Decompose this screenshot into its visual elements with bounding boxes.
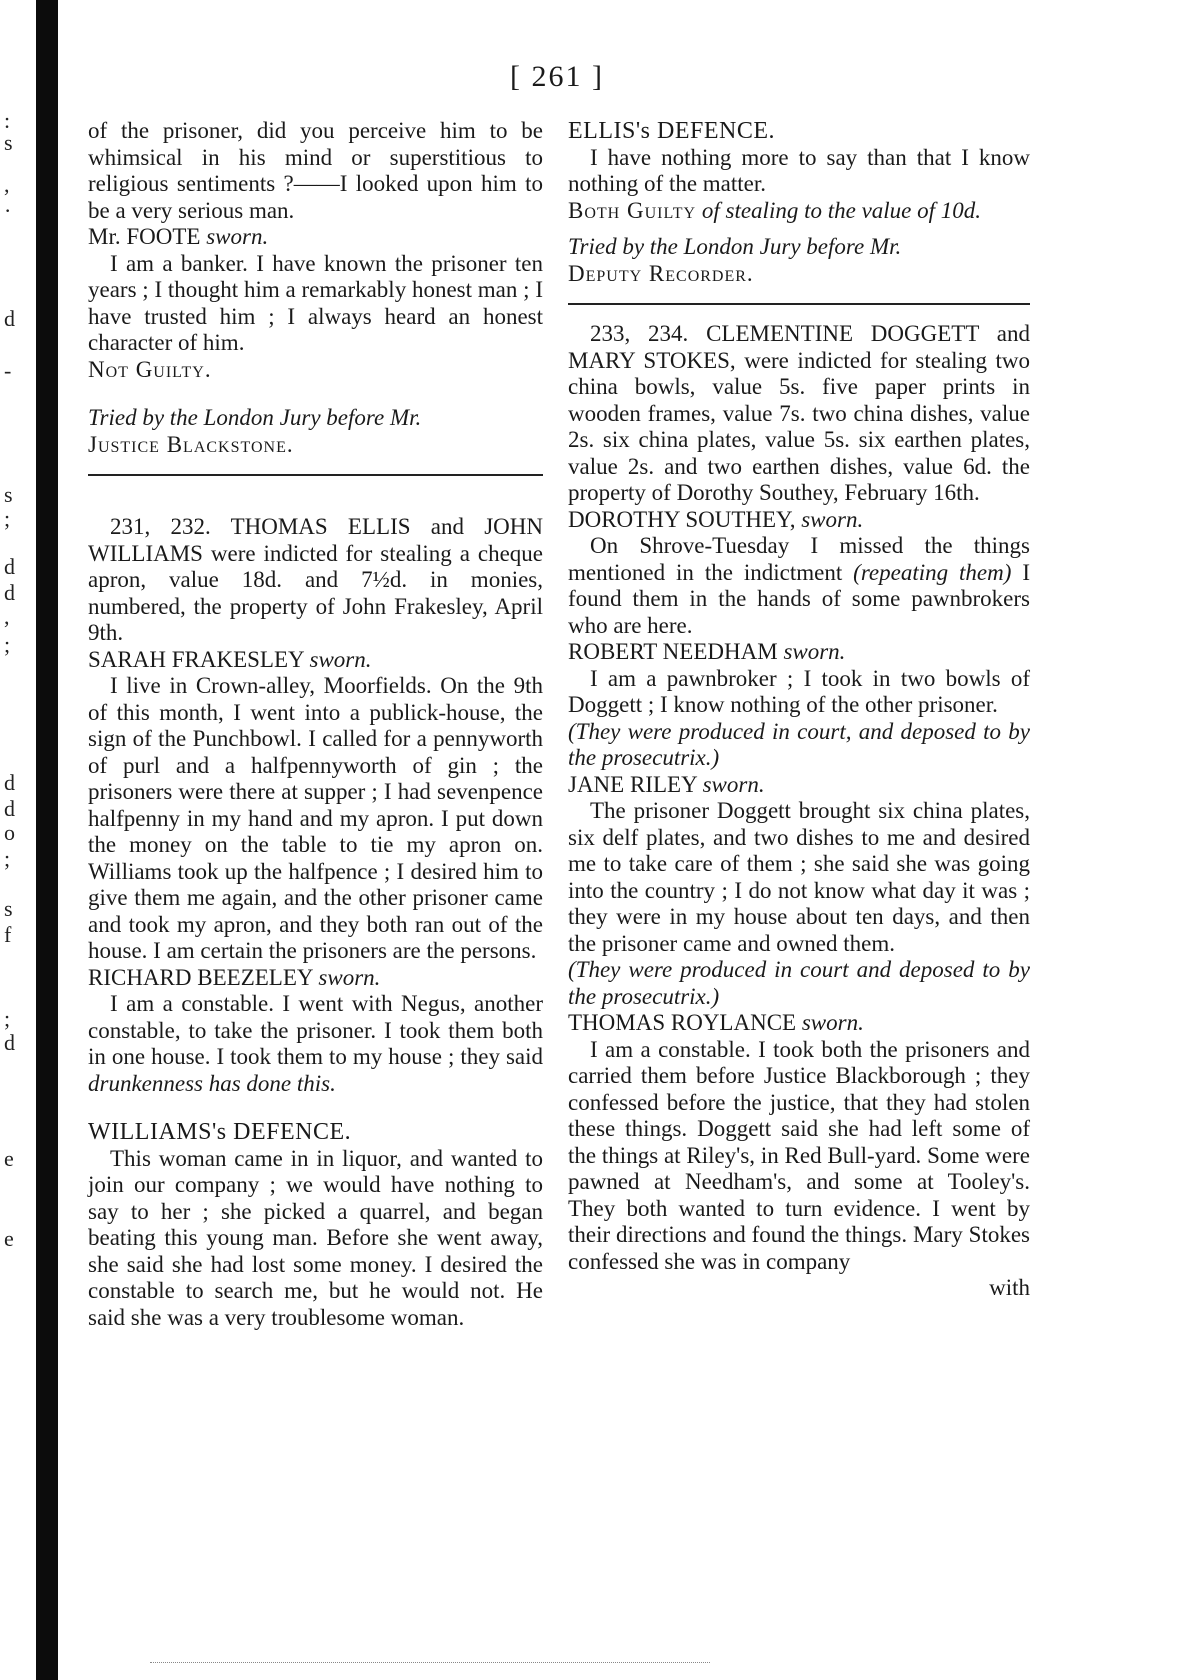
witness-heading [88, 224, 543, 251]
section-divider [88, 474, 543, 476]
testimony-text: I found them in the hands of some pawnbrokers who are here. [568, 559, 1031, 638]
court-note: (They were produced in court, and deposed to by the prosecutrix.) [568, 718, 1030, 770]
witness-name: RICHARD BEEZELEY [88, 964, 313, 990]
aside: (repeating them) [853, 559, 1012, 585]
binding-spine [36, 0, 58, 1680]
witness-testimony: I am a pawnbroker ; I took in two bowls of Doggett ; I know nothing of the other prisoner. [568, 665, 1030, 717]
witness-testimony: The prisoner Doggett brought six china plates, six delf plates, and two dishes to me and desired me to take care of them ; she said she was going into the country ; I do not know what day it was ; they were in my house about ten days, and then the prisoner came and owned them. [568, 798, 1030, 956]
quoted-remark: drunkenness has done this. [88, 1070, 336, 1096]
verdict-label: Both Guilty [568, 197, 697, 223]
margin-glyph: f [4, 922, 12, 947]
testimony-continuation: of the prisoner, did you perceive him to be whimsical in his mind or superstitious to religious sentiments ?——I looked upon him to be a very serious man. [88, 118, 543, 223]
sworn-label: sworn. [783, 639, 846, 664]
witness-name: THOMAS ROYLANCE [568, 1010, 797, 1035]
margin-glyph: d [4, 554, 15, 579]
trial-note: Tried by the London Jury before Mr. [568, 234, 902, 259]
testimony-text: On Shrove-Tuesday I missed the things mentioned in the indictment [568, 533, 1030, 585]
sworn-label: sworn. [206, 224, 269, 249]
catchword: with [989, 1275, 1030, 1300]
right-column [568, 118, 1030, 1302]
trial-judge: Deputy Recorder. [568, 260, 754, 286]
witness-testimony: I am a banker. I have known the prisoner ten years ; I thought him a remarkably honest man ; I have trusted him ; I always heard an honest character of him. [88, 250, 543, 355]
margin-glyph: ; [4, 1006, 11, 1031]
margin-glyph: s [4, 896, 13, 921]
testimony-text: I am a constable. I went with Negus, another constable, to take the prisoner. I took them both in one house. I took them to my house ; they said [88, 991, 543, 1069]
margin-glyph: e [4, 1146, 14, 1171]
margin-glyph: d [4, 796, 15, 821]
section-divider [568, 303, 1030, 305]
verdict: Not Guilty. [88, 356, 212, 382]
margin-glyph: s [4, 482, 13, 507]
case-intro: 231, 232. THOMAS ELLIS and JOHN WILLIAMS were indicted for stealing a cheque apron, value 18d. and 7½d. in monies, numbered, the property of John Frakesley, April 9th. [88, 514, 543, 645]
witness-testimony: I live in Crown-alley, Moorfields. On the 9th of this month, I went into a publick-house, the sign of the Punchbowl. I called for a pennyworth of purl and a halfpennyworth of gin ; the prisoners were there at supper ; I had sevenpence halfpenny in my hand and my apron. I put down the money on the table to tie my apron on. Williams took up the halfpence ; I desired him to give them me again, and the other prisoner came and took my apron, and they both ran out of the house. I am certain the prisoners are the persons. [88, 673, 543, 963]
sworn-label: sworn. [801, 506, 864, 532]
margin-glyph: e [4, 1226, 14, 1251]
witness-name: DOROTHY SOUTHEY, [568, 506, 796, 532]
left-column [88, 118, 543, 1331]
witness-testimony: I am a constable. I took both the prisoners and carried them before Justice Blackborough ; they confessed before the justice, that they had stolen these things. Doggett said she had left some of the things at Riley's, in Red Bull-yard. Some were pawned at Needham's, and some at Tooley's. They both wanted to turn evidence. I went by their directions and found the things. Mary Stokes confessed she was in company [568, 1036, 1030, 1274]
court-note: (They were produced in court and deposed to by the prosecutrix.) [568, 957, 1030, 1009]
page-number: [ 261 ] [510, 60, 604, 93]
defence-heading: ELLIS's DEFENCE. [568, 118, 775, 144]
page-edge-noise [150, 1662, 710, 1667]
margin-glyph: o [4, 820, 15, 845]
margin-glyph: ; [4, 632, 11, 657]
trial-judge: Justice Blackstone. [88, 431, 294, 457]
witness-heading [568, 1010, 1030, 1037]
witness-name: Mr. FOOTE [88, 224, 201, 249]
witness-name: JANE RILEY [568, 771, 697, 797]
defence-text: This woman came in in liquor, and wanted to join our company ; we would have nothing to say to her ; she picked a quarrel, and began beating this young man. Before she went away, she said she had lost some money. I desired the constable to search me, but he would not. He said she was a very troublesome woman. [88, 1145, 543, 1330]
margin-glyph: - [4, 358, 12, 383]
sworn-label: sworn. [309, 646, 372, 672]
margin-glyph: d [4, 770, 15, 795]
witness-heading [568, 772, 1030, 799]
margin-glyph: : [4, 108, 11, 133]
margin-glyph: · [4, 198, 12, 223]
trial-note: Tried by the London Jury before Mr. [88, 405, 422, 430]
sworn-label: sworn. [702, 771, 765, 797]
sworn-label: sworn. [801, 1010, 864, 1035]
witness-testimony [568, 533, 1030, 639]
margin-glyph: s [4, 130, 13, 155]
witness-heading [88, 965, 543, 992]
witness-heading [88, 647, 543, 674]
margin-glyph: d [4, 306, 15, 331]
margin-glyph: ; [4, 846, 11, 871]
defence-heading: WILLIAMS's DEFENCE. [88, 1119, 352, 1145]
margin-glyph: , [4, 604, 10, 629]
witness-heading [568, 507, 1030, 534]
verdict [568, 198, 1030, 225]
witness-name: SARAH FRAKESLEY [88, 646, 304, 672]
case-intro: 233, 234. CLEMENTINE DOGGETT and MARY STOKES, were indicted for stealing two china bowls, value 5s. five paper prints in wooden frames, value 7s. two china dishes, value 2s. six china plates, value 5s. six earthen plates, value 2s. and two earthen dishes, value 6d. the property of Dorothy Southey, February 16th. [568, 321, 1030, 505]
witness-testimony [88, 991, 543, 1097]
defence-text: I have nothing more to say than that I know nothing of the matter. [568, 144, 1030, 196]
margin-glyph: d [4, 1030, 15, 1055]
margin-bleed [0, 0, 24, 1680]
witness-name: ROBERT NEEDHAM [568, 639, 778, 664]
margin-glyph: , [4, 172, 10, 197]
verdict-detail: of stealing to the value of 10d. [701, 197, 982, 223]
sworn-label: sworn. [318, 964, 381, 990]
margin-glyph: d [4, 580, 15, 605]
witness-heading [568, 639, 1030, 666]
margin-glyph: ; [4, 506, 11, 531]
